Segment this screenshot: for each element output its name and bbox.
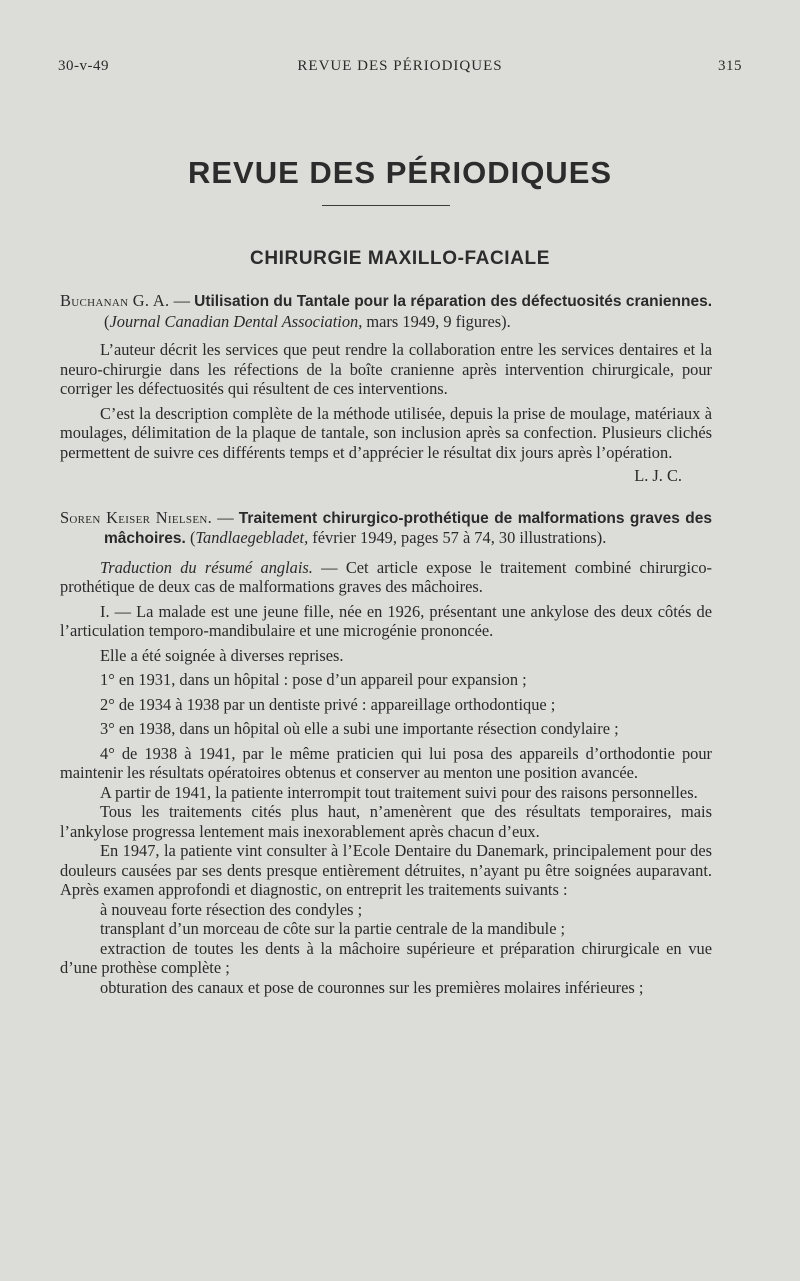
translation-label: Traduction du résumé anglais. <box>100 557 313 577</box>
section-title: CHIRURGIE MAXILLO-FACIALE <box>250 248 550 269</box>
article-body <box>60 291 712 997</box>
article-2-list-item: 2° de 1934 à 1938 par un dentiste privé : appareillage orthodontique ; <box>100 694 556 714</box>
article-2-paragraph: En 1947, la patiente vint consulter à l’Ecole Dentaire du Danemark, principalement pour des douleurs causées par ses dents presque entièrement détruites, n’ayant pu être soignées auparavant. Après examen approfondi et diagnostic, on entreprit les traitements suivants : <box>60 841 712 899</box>
article-2-dash: — <box>211 507 239 527</box>
article-2-citation-rest: février 1949, pages 57 à 74, 30 illustrations). <box>308 528 607 547</box>
article-2-list-item: transplant d’un morceau de côte sur la partie centrale de la mandibule ; <box>100 919 566 938</box>
article-1-journal: Journal Canadian Dental Association, <box>109 311 363 331</box>
page-title: REVUE DES PÉRIODIQUES <box>187 155 613 190</box>
article-2-list-item: à nouveau forte résection des condyles ; <box>100 899 363 919</box>
page-number: 315 <box>718 58 742 74</box>
article-1-paragraph: L’auteur décrit les services que peut rendre la collaboration entre les services dentaires et la neuro-chirurgie dans les réfections de la boîte cranienne après intervention chirurgicale, pour corriger les défectuosités qui résultent de ces interventions. <box>60 340 712 398</box>
translation-text: — Cet article expose le traitement combiné chirurgico-prothétique de deux cas de malformations graves des mâchoires. <box>60 557 712 596</box>
article-2-list-item: obturation des canaux et pose de couronnes sur les premières molaires inférieures ; <box>100 977 644 997</box>
article-2-list-item: 4° de 1938 à 1941, par le même praticien qui lui posa des appareils d’orthodontie pour maintenir les résultats opératoires obtenus et conserver au menton une position avancée. <box>60 743 712 782</box>
article-2-journal: Tandlaegebladet, <box>195 528 309 547</box>
article-2-heading <box>60 508 712 549</box>
article-2-translation <box>60 558 712 597</box>
article-1-signature: L. J. C. <box>634 466 682 485</box>
article-2-paragraph: Elle a été soignée à diverses reprises. <box>100 645 344 665</box>
article-2-list-item: 1° en 1931, dans un hôpital : pose d’un appareil pour expansion ; <box>100 670 527 689</box>
article-2-paragraph: I. — La malade est une jeune fille, née en 1926, présentant une ankylose des deux côtés de l’articulation temporo-mandibulaire et une microgénie prononcée. <box>60 601 712 640</box>
article-1-dash: — <box>169 291 195 310</box>
article-2-paragraph: Tous les traitements cités plus haut, n’amenèrent que des résultats temporaires, mais l’ankylose progressa lentement mais inexorablement après chacun d’eux. <box>60 802 712 841</box>
article-1-heading <box>60 291 712 331</box>
title-rule <box>322 205 450 206</box>
header-date: 30-v-49 <box>58 58 109 74</box>
article-1-title: Utilisation du Tantale pour la réparation des défectuosités craniennes. <box>194 293 712 310</box>
article-1-citation-open: ( <box>104 311 110 331</box>
article-2-title: Traitement chirurgico-prothétique de malformations graves des mâchoires. <box>104 509 713 547</box>
article-2-list-item: 3° en 1938, dans un hôpital où elle a subi une importante résection condylaire ; <box>100 719 619 738</box>
article-2-author: Soren Keiser Nielsen. <box>60 507 212 527</box>
article-2-list-item: extraction de toutes les dents à la mâchoire supérieure et préparation chirurgicale en vue d’une prothèse complète ; <box>60 938 712 977</box>
article-1-citation-rest: mars 1949, 9 figures). <box>362 311 511 331</box>
article-2-citation-open: ( <box>185 528 196 547</box>
article-2-paragraph: A partir de 1941, la patiente interrompit tout traitement suivi pour des raisons personnelles. <box>100 782 698 802</box>
header-running-title: REVUE DES PÉRIODIQUES <box>297 58 503 74</box>
article-1-author: Buchanan G. A. <box>60 291 170 310</box>
article-1-paragraph: C’est la description complète de la méthode utilisée, depuis la prise de moulage, matériaux à moulages, délimitation de la plaque de tantale, son inclusion après sa confection. Plusieurs clichés permettent de suivre ces différents temps et d’apprécier le résultat dix jours après l’opération. <box>60 403 712 462</box>
